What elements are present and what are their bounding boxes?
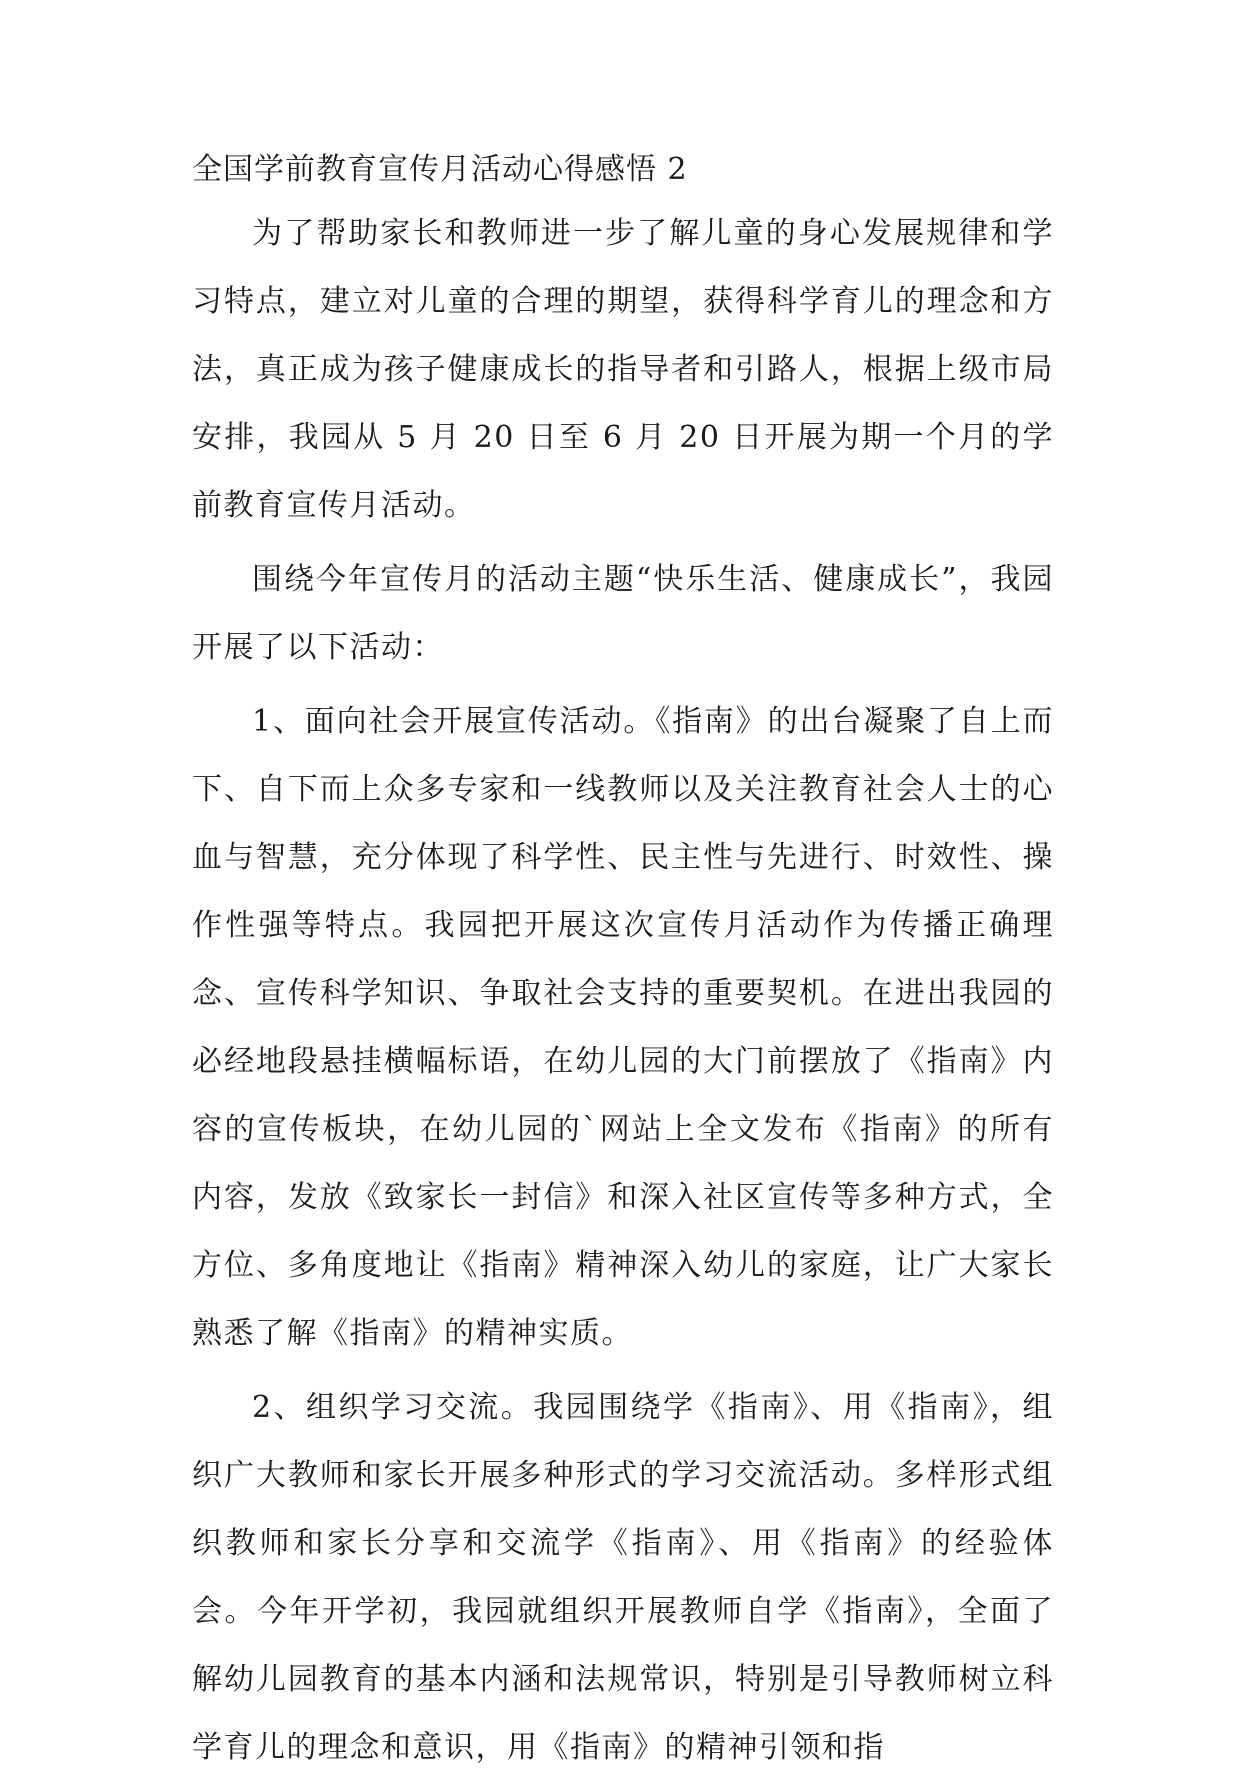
paragraph-intro: 为了帮助家长和教师进一步了解儿童的身心发展规律和学习特点，建立对儿童的合理的期望，获得科学育儿的理念和方法，真正成为孩子健康成长的指导者和引路人，根据上级市局安排，我园从 5 月 20 日至 6 月 20 日开展为期一个月的学前教育宣传月活动。	[192, 216, 1054, 523]
document-title: 全国学前教育宣传月活动心得感悟 2	[192, 152, 688, 187]
paragraph-item-2: 2、组织学习交流。我园围绕学《指南》、用《指南》，组织广大教师和家长开展多种形式的学习交流活动。多样形式组织教师和家长分享和交流学《指南》、用《指南》的经验体会。今年开学初，我园就组织开展教师自学《指南》，全面了解幼儿园教育的基本内涵和法规常识，特别是引导教师树立科学育儿的理念和意识，用《指南》的精神引领和指	[192, 1390, 1054, 1765]
paragraph-item-1: 1、面向社会开展宣传活动。《指南》的出台凝聚了自上而下、自下而上众多专家和一线教师以及关注教育社会人士的心血与智慧，充分体现了科学性、民主性与先进行、时效性、操作性强等特点。我园把开展这次宣传月活动作为传播正确理念、宣传科学知识、争取社会支持的重要契机。在进出我园的必经地段悬挂横幅标语，在幼儿园的大门前摆放了《指南》内容的宣传板块，在幼儿园的`网站上全文发布《指南》的所有内容，发放《致家长一封信》和深入社区宣传等多种方式，全方位、多角度地让《指南》精神深入幼儿的家庭，让广大家长熟悉了解《指南》的精神实质。	[192, 704, 1054, 1351]
paragraph-theme: 围绕今年宣传月的活动主题“快乐生活、健康成长”，我园开展了以下活动：	[192, 562, 1054, 665]
document-body	[192, 150, 1054, 1788]
